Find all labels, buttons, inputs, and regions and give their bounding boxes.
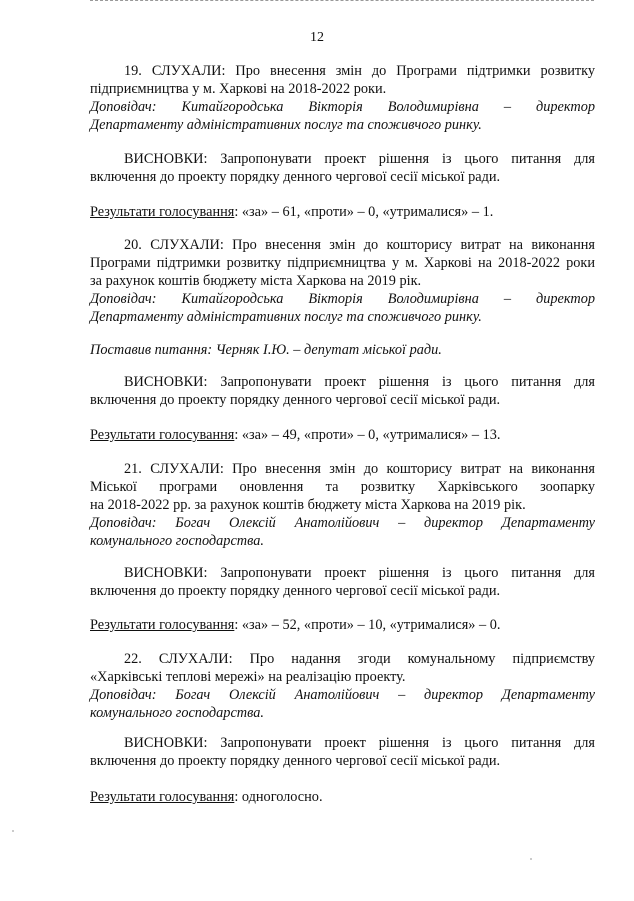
heard-label: 22. СЛУХАЛИ:: [124, 651, 233, 667]
scan-speck: [12, 830, 14, 832]
conclusion-text: Запропонувати проект рішення із цього питання для: [220, 565, 596, 581]
item-heading-line: [90, 460, 595, 478]
agenda-item-22: [90, 650, 595, 722]
item-heading-line: [90, 650, 595, 668]
speaker-position: комунального господарства.: [90, 533, 264, 549]
speaker-name: Богач Олексій Анатолійович – директор Департаменту: [175, 687, 595, 703]
item-text: Про внесення змін до Програми підтримки розвитку: [235, 63, 596, 79]
item-text: Про надання згоди комунальному підприємству: [249, 651, 596, 667]
agenda-item-20: [90, 236, 595, 326]
vote-result-20: [90, 426, 595, 444]
conclusion-label: ВИСНОВКИ:: [124, 565, 208, 581]
raised-by-text: Поставив питання: Черняк І.Ю. – депутат міської ради.: [90, 342, 442, 358]
conclusion-label: ВИСНОВКИ:: [124, 374, 208, 390]
conclusion-line: [90, 150, 595, 168]
item-text: за рахунок коштів бюджету міста Харкова на 2019 рік.: [90, 273, 422, 289]
raised-by-20: [90, 341, 595, 359]
conclusion-text: Запропонувати проект рішення із цього питання для: [220, 374, 596, 390]
speaker-line: [90, 514, 595, 532]
item-text: Міської програми оновлення та розвитку Харківського зоопарку: [90, 479, 595, 495]
conclusion-line: [90, 734, 595, 752]
vote-result-22: [90, 788, 595, 806]
conclusion-line: [90, 373, 595, 391]
speaker-label: Доповідач:: [90, 515, 157, 531]
speaker-position: комунального господарства.: [90, 705, 264, 721]
speaker-position: Департаменту адміністративних послуг та споживчого ринку.: [90, 309, 482, 325]
item-heading-line: [90, 62, 595, 80]
conclusion-label: ВИСНОВКИ:: [124, 151, 208, 167]
vote-result-text: : одноголосно.: [234, 789, 323, 805]
vote-result-19: [90, 203, 595, 221]
speaker-label: Доповідач:: [90, 687, 157, 703]
conclusion-20: [90, 373, 595, 409]
speaker-line: [90, 686, 595, 704]
heard-label: 21. СЛУХАЛИ:: [124, 461, 224, 477]
conclusion-19: [90, 150, 595, 186]
speaker-label: Доповідач:: [90, 291, 157, 307]
speaker-name: Богач Олексій Анатолійович – директор Департаменту: [175, 515, 595, 531]
vote-result-text: : «за» – 52, «проти» – 10, «утрималися» – 0.: [234, 617, 501, 633]
item-text: Про внесення змін до кошторису витрат на виконання: [232, 461, 595, 477]
vote-result-label: Результати голосування: [90, 427, 235, 443]
conclusion-label: ВИСНОВКИ:: [124, 735, 208, 751]
speaker-name: Китайгородська Вікторія Володимирівна – директор: [181, 291, 595, 307]
speaker-line: [90, 290, 595, 308]
page-number: 12: [310, 30, 324, 45]
item-text: на 2018-2022 рр. за рахунок коштів бюджету міста Харкова на 2019 рік.: [90, 497, 526, 513]
vote-result-label: Результати голосування: [90, 617, 235, 633]
item-text: Про внесення змін до кошторису витрат на виконання: [232, 237, 595, 253]
agenda-item-19: [90, 62, 595, 134]
conclusion-text: включення до проекту порядку денного чергової сесії міської ради.: [90, 169, 501, 185]
page-top-edge: [90, 0, 594, 5]
conclusion-22: [90, 734, 595, 770]
item-text: підприємництва у м. Харкові на 2018-2022 роки.: [90, 81, 387, 97]
vote-result-21: [90, 616, 595, 634]
conclusion-21: [90, 564, 595, 600]
item-heading-line: [90, 236, 595, 254]
agenda-item-21: [90, 460, 595, 550]
speaker-line: [90, 98, 595, 116]
conclusion-text: Запропонувати проект рішення із цього питання для: [220, 151, 596, 167]
heard-label: 20. СЛУХАЛИ:: [124, 237, 224, 253]
vote-result-text: : «за» – 49, «проти» – 0, «утрималися» – 13.: [234, 427, 501, 443]
speaker-label: Доповідач:: [90, 99, 157, 115]
speaker-position: Департаменту адміністративних послуг та споживчого ринку.: [90, 117, 482, 133]
conclusion-text: включення до проекту порядку денного чергової сесії міської ради.: [90, 392, 501, 408]
vote-result-text: : «за» – 61, «проти» – 0, «утрималися» – 1.: [234, 204, 494, 220]
conclusion-text: включення до проекту порядку денного чергової сесії міської ради.: [90, 753, 501, 769]
conclusion-line: [90, 564, 595, 582]
vote-result-label: Результати голосування: [90, 204, 235, 220]
scan-speck: [530, 858, 532, 860]
conclusion-text: Запропонувати проект рішення із цього питання для: [220, 735, 596, 751]
item-text: «Харківські теплові мережі» на реалізацію проекту.: [90, 669, 406, 685]
item-text: Програми підтримки розвитку підприємництва у м. Харкові на 2018-2022 роки: [90, 255, 595, 271]
vote-result-label: Результати голосування: [90, 789, 235, 805]
conclusion-text: включення до проекту порядку денного чергової сесії міської ради.: [90, 583, 501, 599]
heard-label: 19. СЛУХАЛИ:: [124, 63, 226, 79]
speaker-name: Китайгородська Вікторія Володимирівна – директор: [181, 99, 595, 115]
